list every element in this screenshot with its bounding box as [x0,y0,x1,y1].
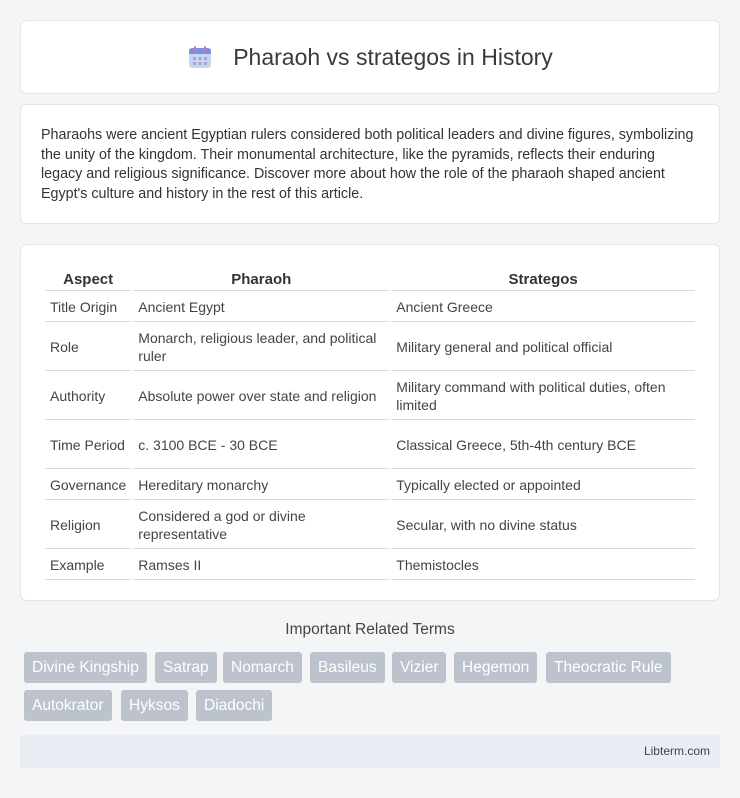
row-pharaoh: Monarch, religious leader, and political ruler [133,324,389,371]
tag-hegemon[interactable]: Hegemon [454,652,537,683]
row-aspect: Governance [45,471,131,500]
footer [20,735,720,768]
table-row [45,471,695,500]
table-row [45,422,695,469]
row-strategos: Ancient Greece [391,293,695,322]
footer-site-link[interactable]: Libterm.com [643,744,710,758]
comparison-table-card [20,244,720,601]
table-row [45,502,695,549]
intro-card [20,104,720,224]
row-strategos: Military command with political duties, often limited [391,373,695,420]
header-strategos: Strategos [391,267,695,291]
row-pharaoh: Absolute power over state and religion [133,373,389,420]
row-pharaoh: c. 3100 BCE - 30 BCE [133,422,389,469]
comparison-table [43,265,697,582]
table-row [45,324,695,371]
table-row [45,293,695,322]
row-pharaoh: Considered a god or divine representative [133,502,389,549]
tag-basileus[interactable]: Basileus [310,652,385,683]
table-header-row [45,267,695,291]
header-pharaoh: Pharaoh [133,267,389,291]
row-strategos: Military general and political official [391,324,695,371]
page-title: Pharaoh vs strategos in History [233,43,553,70]
tag-autokrator[interactable]: Autokrator [24,690,112,721]
tag-nomarch[interactable]: Nomarch [223,652,302,683]
intro-text: Pharaohs were ancient Egyptian rulers considered both political leaders and divine figures, symbolizing the unity of the kingdom. Their monumental architecture, like the pyramids, reflects their enduring legacy and religious significance. Discover more about how the role of the pharaoh shaped ancient Egypt's culture and history in the rest of this article. [41,127,694,202]
row-aspect: Time Period [45,422,131,469]
row-aspect: Role [45,324,131,371]
header-aspect: Aspect [45,267,131,291]
tag-divine-kingship[interactable]: Divine Kingship [24,652,147,683]
row-aspect: Religion [45,502,131,549]
tag-diadochi[interactable]: Diadochi [196,690,272,721]
row-pharaoh: Ramses II [133,551,389,580]
header-card [20,20,720,94]
table-row [45,373,695,420]
row-aspect: Authority [45,373,131,420]
row-strategos: Secular, with no divine status [391,502,695,549]
row-strategos: Classical Greece, 5th-4th century BCE [391,422,695,469]
tag-satrap[interactable]: Satrap [155,652,217,683]
related-terms-title: Important Related Terms [285,621,455,638]
row-pharaoh: Ancient Egypt [133,293,389,322]
tag-vizier[interactable]: Vizier [392,652,446,683]
row-strategos: Typically elected or appointed [391,471,695,500]
row-aspect: Title Origin [45,293,131,322]
calendar-icon [187,44,213,70]
tag-theocratic-rule[interactable]: Theocratic Rule [546,652,671,683]
tag-hyksos[interactable]: Hyksos [121,690,188,721]
table-row [45,551,695,580]
row-aspect: Example [45,551,131,580]
row-strategos: Themistocles [391,551,695,580]
row-pharaoh: Hereditary monarchy [133,471,389,500]
